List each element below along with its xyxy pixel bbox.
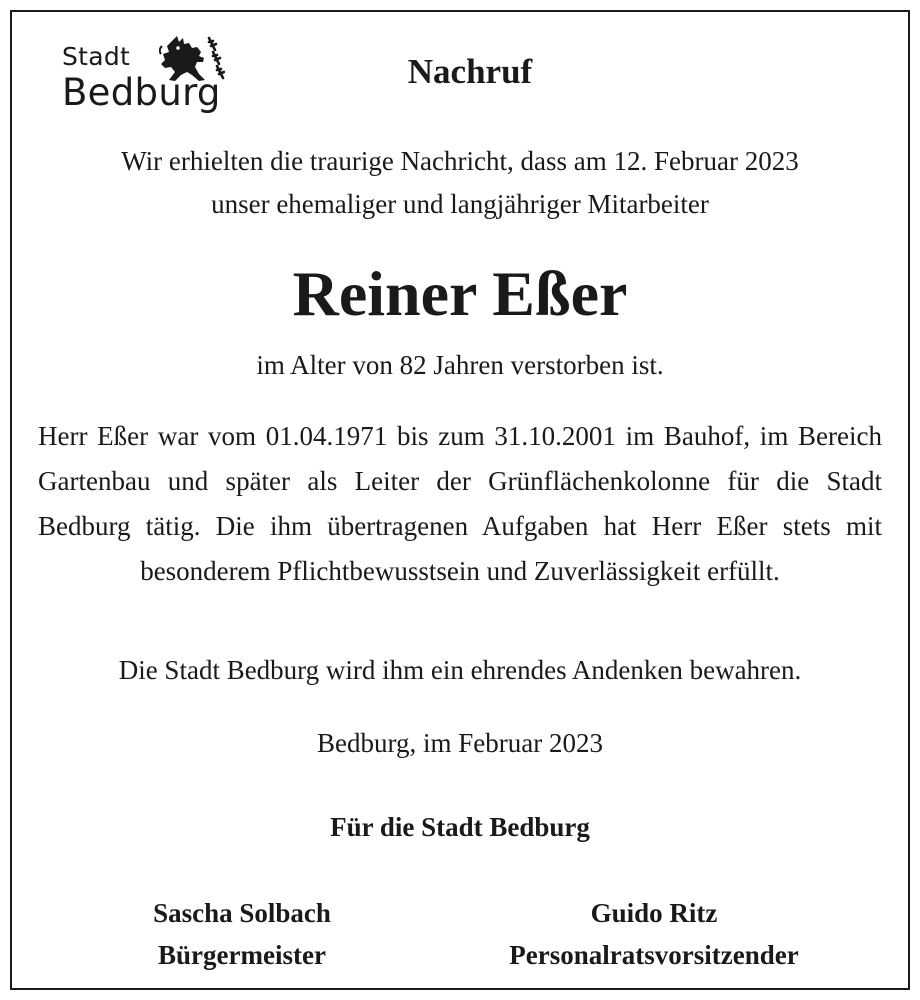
signer-title: Personalratsvorsitzender xyxy=(509,940,799,970)
logo-stadt-text: Stadt xyxy=(62,42,131,71)
logo-bedburg-text: Bedburg xyxy=(62,71,221,114)
intro-text xyxy=(12,140,908,226)
intro-line-1: Wir erhielten die traurige Nachricht, dass am 12. Februar 2023 xyxy=(121,146,799,176)
closing-line: Die Stadt Bedburg wird ihm ein ehrendes Andenken bewahren. xyxy=(118,655,802,685)
signer-staff-council xyxy=(474,892,834,976)
for-city-line: Für die Stadt Bedburg xyxy=(330,812,590,842)
deceased-name: Reiner Eßer xyxy=(292,258,628,329)
signer-name: Guido Ritz xyxy=(590,898,718,928)
obituary-notice xyxy=(10,10,910,990)
notice-heading: Nachruf xyxy=(407,52,533,91)
biography-paragraph: Herr Eßer war vom 01.04.1971 bis zum 31.10.2001 im Bauhof, im Bereich Gartenbau und später als Leiter der Grünflächenkolonne für die Stadt Bedburg tätig. Die ihm übertragenen Aufgaben hat Herr Eßer stets mit besonderem Pflichtbewusstsein und Zuverlässigkeit erfüllt. xyxy=(38,421,882,586)
signer-mayor xyxy=(122,892,362,976)
intro-line-2: unser ehemaliger und langjähriger Mitarbeiter xyxy=(211,189,709,219)
age-line: im Alter von 82 Jahren verstorben ist. xyxy=(256,350,664,380)
place-date: Bedburg, im Februar 2023 xyxy=(317,728,603,758)
signer-name: Sascha Solbach xyxy=(153,898,331,928)
signer-title: Bürgermeister xyxy=(158,940,326,970)
